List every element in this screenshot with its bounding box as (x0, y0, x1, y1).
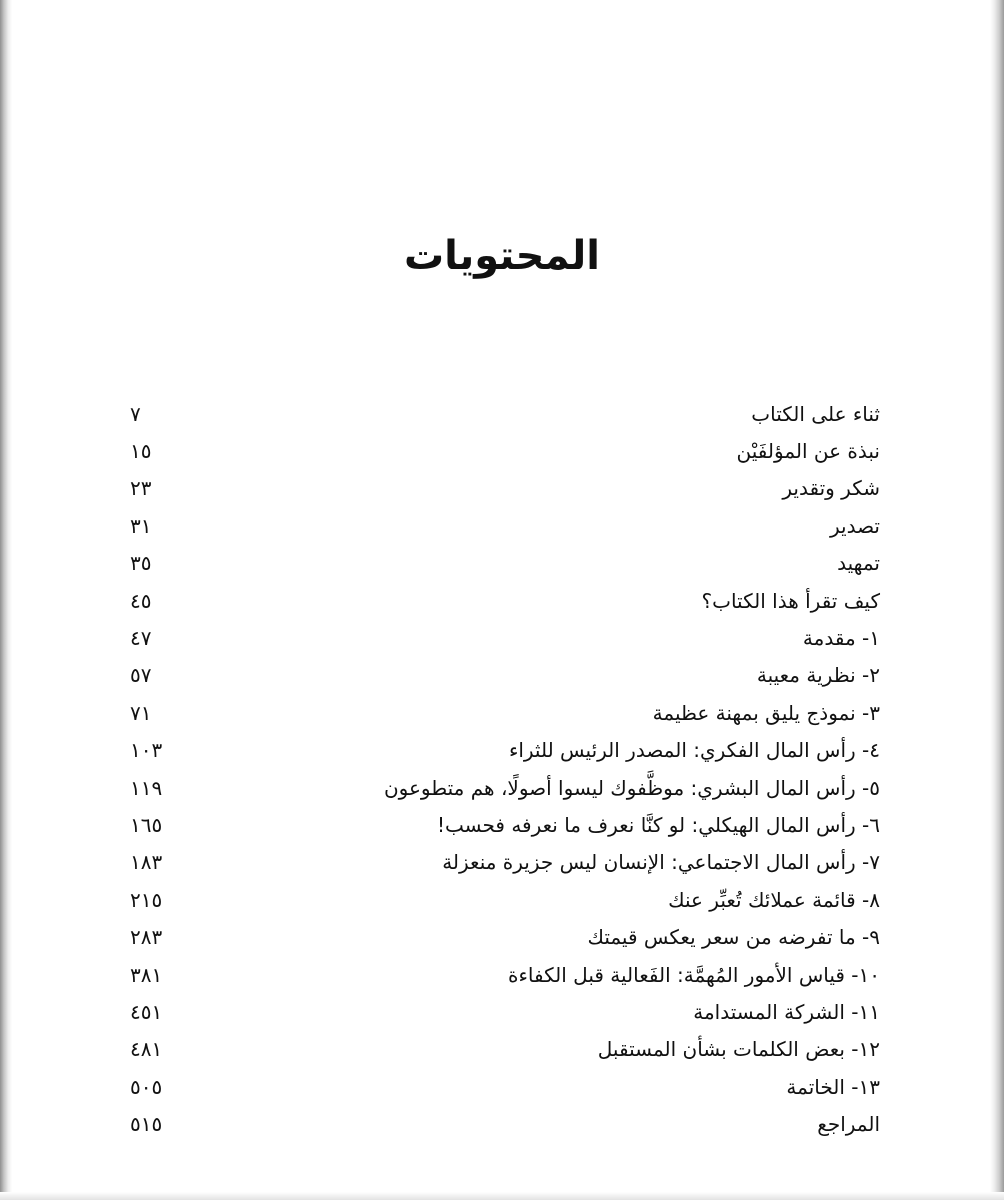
toc-entry-title: ١١- الشركة المستدامة (693, 999, 880, 1024)
toc-entry-title: تصدير (829, 513, 880, 538)
toc-entry-page-number: ٢٨٣ (130, 925, 163, 950)
toc-entry-chapter-13 (130, 1068, 880, 1105)
toc-entry-title: كيف تقرأ هذا الكتاب؟ (701, 588, 880, 613)
toc-entry-page-number: ٢١٥ (130, 887, 163, 912)
toc-entry-title: ٣- نموذج يليق بمهنة عظيمة (652, 700, 880, 725)
toc-entry-chapter-7 (130, 844, 880, 881)
page-left-edge-shadow (0, 0, 12, 1200)
toc-entry-page-number: ٢٣ (130, 476, 152, 501)
toc-entry-chapter-5 (130, 769, 880, 806)
toc-entry-how-to-read (130, 582, 880, 619)
toc-entry-title: نبذة عن المؤلفَيْن (736, 439, 880, 464)
toc-entry-page-number: ٤٨١ (130, 1037, 163, 1062)
toc-entry-title: ٤- رأس المال الفكري: المصدر الرئيس للثراء (508, 738, 880, 763)
toc-entry-foreword (130, 507, 880, 544)
toc-entry-page-number: ٤٥١ (130, 999, 163, 1024)
toc-entry-title: تمهيد (837, 551, 880, 576)
toc-entry-page-number: ٣٥ (130, 551, 152, 576)
toc-entry-title: ٩- ما تفرضه من سعر يعكس قيمتك (587, 925, 880, 950)
toc-entry-title: ١٠- قياس الأمور المُهمَّة: الفَعالية قبل الكفاءة (508, 962, 880, 987)
toc-entry-page-number: ١٥ (130, 439, 152, 464)
toc-entry-title: ٧- رأس المال الاجتماعي: الإنسان ليس جزيرة منعزلة (442, 850, 880, 875)
toc-entry-page-number: ٥١٥ (130, 1112, 163, 1137)
toc-entry-page-number: ٧١ (130, 700, 152, 725)
toc-entry-title: ٦- رأس المال الهيكلي: لو كنَّا نعرف ما نعرفه فحسب! (437, 812, 880, 837)
toc-entry-title: المراجع (817, 1112, 880, 1137)
toc-entry-about-authors (130, 432, 880, 469)
toc-entry-praise (130, 395, 880, 432)
toc-entry-chapter-3 (130, 694, 880, 731)
toc-entry-preface (130, 545, 880, 582)
toc-entry-page-number: ١١٩ (130, 775, 163, 800)
toc-entry-title: ٢- نظرية معيبة (756, 663, 880, 688)
toc-entry-title: ثناء على الكتاب (751, 401, 880, 426)
toc-entry-chapter-1 (130, 619, 880, 656)
table-of-contents (130, 395, 880, 1143)
toc-entry-chapter-9 (130, 918, 880, 955)
toc-entry-references (130, 1105, 880, 1142)
toc-entry-title: ٥- رأس المال البشري: موظَّفوك ليسوا أصولًا، هم متطوعون (383, 775, 880, 800)
toc-entry-page-number: ٥٧ (130, 663, 152, 688)
toc-entry-page-number: ١٠٣ (130, 738, 163, 763)
toc-entry-chapter-8 (130, 881, 880, 918)
toc-entry-chapter-2 (130, 657, 880, 694)
toc-entry-chapter-11 (130, 993, 880, 1030)
toc-entry-title: ١٢- بعض الكلمات بشأن المستقبل (597, 1037, 880, 1062)
toc-entry-title: ٨- قائمة عملائك تُعبِّر عنك (668, 887, 880, 912)
page-title: المحتويات (403, 233, 600, 279)
toc-entry-chapter-12 (130, 1031, 880, 1068)
toc-entry-title: شكر وتقدير (782, 476, 880, 501)
toc-entry-page-number: ٤٧ (130, 626, 152, 651)
toc-entry-chapter-6 (130, 806, 880, 843)
toc-entry-page-number: ١٨٣ (130, 850, 163, 875)
toc-entry-page-number: ٧ (130, 401, 141, 426)
toc-entry-page-number: ٥٠٥ (130, 1074, 163, 1099)
toc-entry-chapter-4 (130, 732, 880, 769)
toc-entry-page-number: ٤٥ (130, 588, 152, 613)
toc-entry-page-number: ٣٨١ (130, 962, 163, 987)
page-bottom-edge-shadow (0, 1192, 1004, 1200)
toc-entry-chapter-10 (130, 956, 880, 993)
toc-entry-title: ١٣- الخاتمة (786, 1074, 880, 1099)
toc-entry-page-number: ٣١ (130, 513, 152, 538)
toc-entry-title: ١- مقدمة (802, 626, 880, 651)
page-right-edge-shadow (990, 0, 1004, 1200)
toc-entry-acknowledgments (130, 470, 880, 507)
toc-entry-page-number: ١٦٥ (130, 812, 163, 837)
